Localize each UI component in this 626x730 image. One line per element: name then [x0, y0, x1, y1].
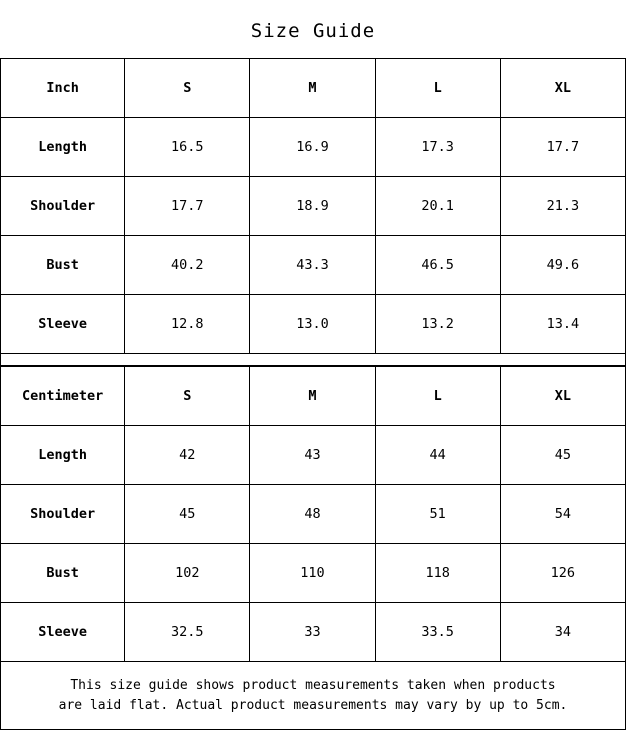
cell-bust-s: 102 — [125, 544, 250, 603]
size-header-m: M — [250, 367, 375, 426]
size-header-xl: XL — [500, 59, 625, 118]
cell-sleeve-s: 12.8 — [125, 295, 250, 354]
table-row — [1, 236, 626, 295]
cell-length-m: 16.9 — [250, 118, 375, 177]
inch-table-wrapper — [0, 58, 626, 354]
cell-bust-m: 43.3 — [250, 236, 375, 295]
cell-length-xl: 45 — [500, 426, 625, 485]
centimeter-table-wrapper — [0, 366, 626, 662]
cell-bust-l: 46.5 — [375, 236, 500, 295]
cell-bust-m: 110 — [250, 544, 375, 603]
cell-bust-xl: 126 — [500, 544, 625, 603]
note-line-1: This size guide shows product measurements taken when products — [70, 678, 556, 693]
table-row — [1, 485, 626, 544]
cell-length-s: 16.5 — [125, 118, 250, 177]
cell-bust-xl: 49.6 — [500, 236, 625, 295]
table-row — [1, 118, 626, 177]
table-row — [1, 544, 626, 603]
unit-header-inch: Inch — [1, 59, 125, 118]
measure-label-bust: Bust — [1, 544, 125, 603]
measure-label-length: Length — [1, 118, 125, 177]
cell-shoulder-xl: 54 — [500, 485, 625, 544]
cell-sleeve-m: 13.0 — [250, 295, 375, 354]
size-guide-note — [0, 662, 626, 730]
cell-shoulder-xl: 21.3 — [500, 177, 625, 236]
cell-shoulder-s: 17.7 — [125, 177, 250, 236]
cell-length-xl: 17.7 — [500, 118, 625, 177]
size-header-s: S — [125, 59, 250, 118]
cell-sleeve-xl: 13.4 — [500, 295, 625, 354]
centimeter-size-table — [0, 366, 626, 662]
cell-bust-s: 40.2 — [125, 236, 250, 295]
page-title: Size Guide — [250, 20, 376, 42]
cell-length-s: 42 — [125, 426, 250, 485]
cell-shoulder-m: 18.9 — [250, 177, 375, 236]
table-row — [1, 426, 626, 485]
table-row — [1, 295, 626, 354]
table-header-row — [1, 367, 626, 426]
cell-sleeve-l: 33.5 — [375, 603, 500, 662]
table-row — [1, 177, 626, 236]
cell-shoulder-l: 20.1 — [375, 177, 500, 236]
measure-label-shoulder: Shoulder — [1, 485, 125, 544]
measure-label-sleeve: Sleeve — [1, 603, 125, 662]
note-line-2: are laid flat. Actual product measurements may vary by up to 5cm. — [58, 697, 568, 713]
measure-label-shoulder: Shoulder — [1, 177, 125, 236]
measure-label-sleeve: Sleeve — [1, 295, 125, 354]
cell-bust-l: 118 — [375, 544, 500, 603]
measure-label-length: Length — [1, 426, 125, 485]
cell-length-l: 44 — [375, 426, 500, 485]
cell-shoulder-m: 48 — [250, 485, 375, 544]
cell-shoulder-l: 51 — [375, 485, 500, 544]
inch-size-table — [0, 58, 626, 354]
size-header-l: L — [375, 367, 500, 426]
measure-label-bust: Bust — [1, 236, 125, 295]
size-header-s: S — [125, 367, 250, 426]
size-header-xl: XL — [500, 367, 625, 426]
table-header-row — [1, 59, 626, 118]
table-row — [1, 603, 626, 662]
cell-sleeve-s: 32.5 — [125, 603, 250, 662]
unit-header-centimeter: Centimeter — [1, 367, 125, 426]
size-header-l: L — [375, 59, 500, 118]
cell-sleeve-m: 33 — [250, 603, 375, 662]
cell-length-m: 43 — [250, 426, 375, 485]
cell-sleeve-l: 13.2 — [375, 295, 500, 354]
table-separator — [0, 354, 626, 366]
cell-shoulder-s: 45 — [125, 485, 250, 544]
size-header-m: M — [250, 59, 375, 118]
cell-length-l: 17.3 — [375, 118, 500, 177]
cell-sleeve-xl: 34 — [500, 603, 625, 662]
